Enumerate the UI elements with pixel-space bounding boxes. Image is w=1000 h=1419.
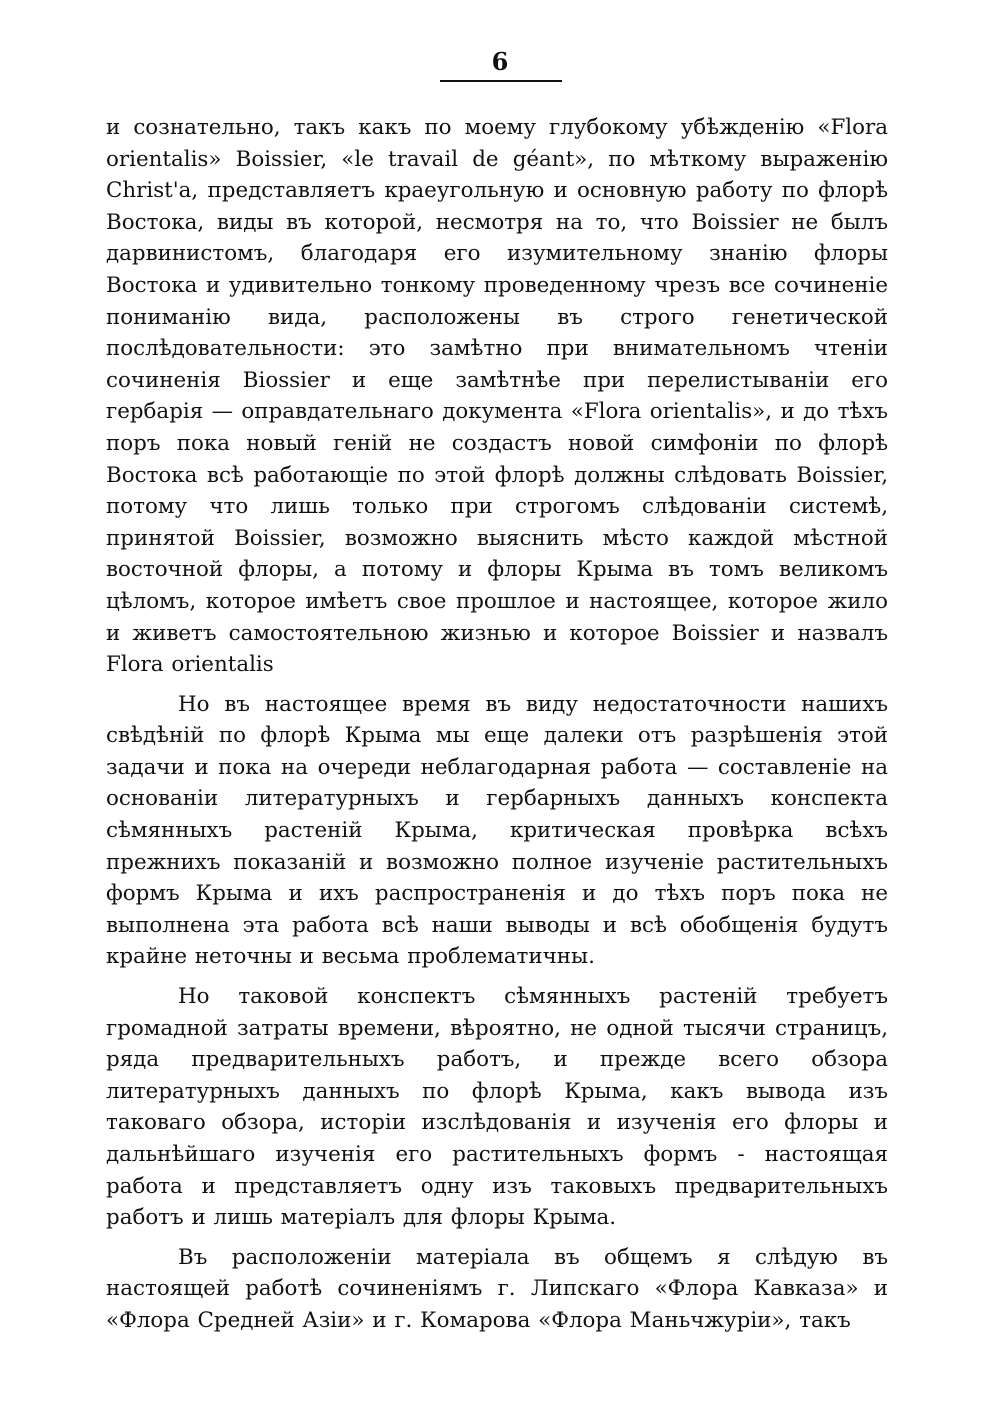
page-number-rule — [440, 80, 562, 82]
paragraph-2: Но въ настоящее время въ виду недостаточности нашихъ свѣдѣній по флорѣ Крыма мы еще далеки отъ разрѣшенія этой задачи и пока на очереди неблагодарная работа — составленіе на основаніи литературныхъ и гербарныхъ данныхъ конспекта сѣмянныхъ растеній Крыма, критическая провѣрка всѣхъ прежнихъ показаній и возможно полное изученіе растительныхъ формъ Крыма и ихъ распространенія и до тѣхъ поръ пока не выполнена эта работа всѣ наши выводы и всѣ обобщенія будутъ крайне неточны и весьма проблематичны. — [106, 691, 888, 970]
page-number: 6 — [491, 47, 509, 76]
body-text — [106, 112, 888, 1345]
paragraph-1: и сознательно, такъ какъ по моему глубокому убѣжденію «Flora orientalis» Boissier, «le travail de géant», по мѣткому выраженію Christ'a, представляетъ краеугольную и основную работу по флорѣ Востока, виды въ которой, несмотря на то, что Boissier не былъ дарвинистомъ, благодаря его изумительному знанію флоры Востока и удивительно тонкому проведенному чрезъ все сочиненіе пониманію вида, расположены въ строго генетической послѣдовательности: это замѣтно при внимательномъ чтеніи сочиненія Biossier и еще замѣтнѣе при перелистываніи его гербарія — оправдательнаго документа «Flora orientalis», и до тѣхъ поръ пока новый геній не создастъ новой симфоніи по флорѣ Востока всѣ работающіе по этой флорѣ должны слѣдовать Boissier, потому что лишь только при строгомъ слѣдованіи системѣ, принятой Boissier, возможно выяснить мѣсто каждой мѣстной восточной флоры, а потому и флоры Крыма въ томъ великомъ цѣломъ, которое имѣетъ свое прошлое и настоящее, которое жило и живетъ самостоятельною жизнью и которое Boissier и назвалъ Flora orientalis — [106, 115, 888, 678]
paragraph-3: Но таковой конспектъ сѣмянныхъ растеній требуетъ громадной затраты времени, вѣроятно, не одной тысячи страницъ, ряда предварительныхъ работъ, и прежде всего обзора литературныхъ данныхъ по флорѣ Крыма, какъ вывода изъ таковаго обзора, исторіи изслѣдованія и изученія его флоры и дальнѣйшаго изученія его растительныхъ формъ - настоящая работа и представляетъ одну изъ таковыхъ предварительныхъ работъ и лишь матеріалъ для флоры Крыма. — [106, 984, 888, 1231]
paragraph-4: Въ расположеніи матеріала въ общемъ я слѣдую въ настоящей работѣ сочиненіямъ г. Липскаго «Флора Кавказа» и «Флора Средней Азіи» и г. Комарова «Флора Маньчжуріи», такъ — [106, 1244, 888, 1333]
